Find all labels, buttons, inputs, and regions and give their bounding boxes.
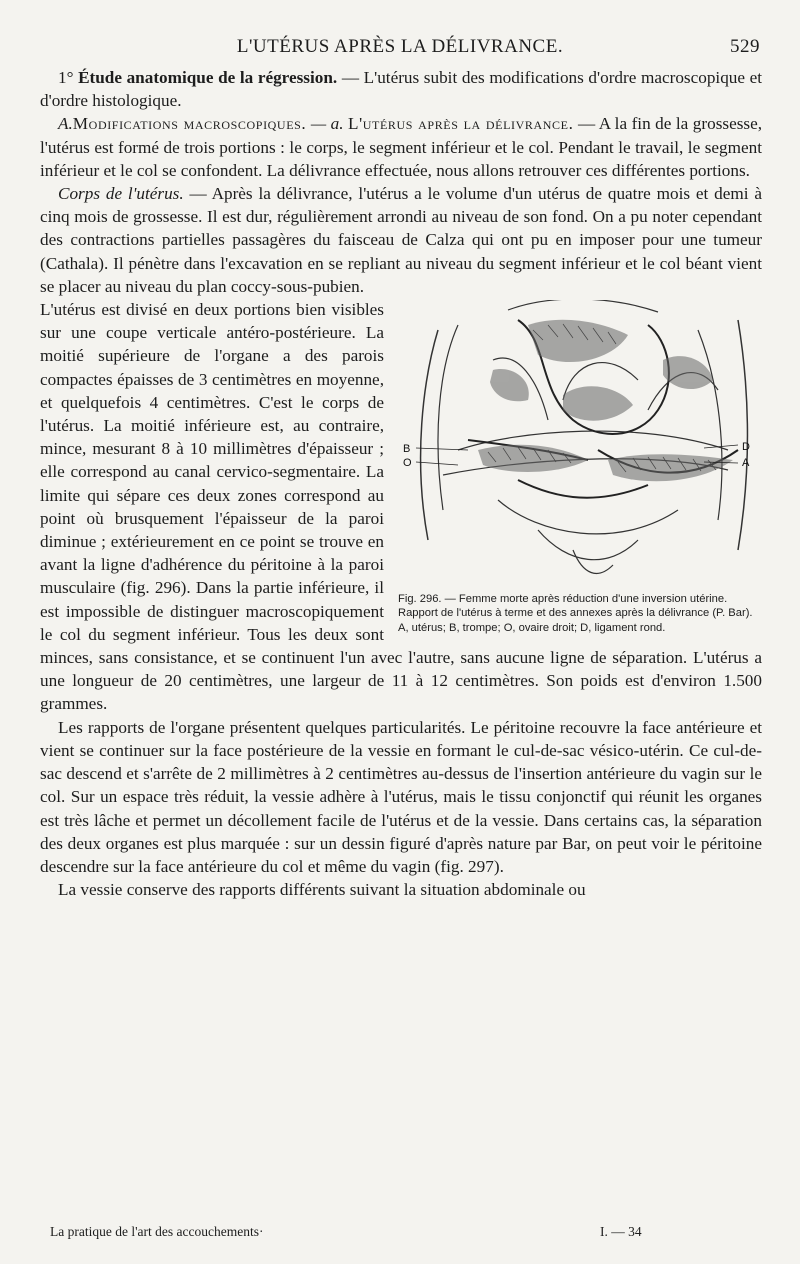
subsection-heading: Modifications macroscopiques.: [72, 114, 307, 134]
subsection-paragraph: [40, 112, 762, 182]
section-number: 1°: [58, 68, 74, 87]
subsubsection-heading: L'utérus après la délivrance.: [348, 114, 574, 134]
footer-signature: I. — 34: [600, 1224, 642, 1239]
corps-paragraph-2: L'utérus est divisé en deux portions bien visibles sur une coupe verticale antéro-postérieure. La moitié supérieure de l'organe a des parois compactes épaisses de 3 centimètres en moyenne, et quelquefois 4 centimètres. C'est le corps de l'utérus. La moitié inférieure est, au contraire, mince, mesurant 8 à 10 millimètres d'épaisseur ; elle correspond au canal cervico-segmentaire. La limite qui sépare ces deux zones correspond au point où brusquement l'épaisseur de la paroi diminue ; extérieurement en ce point se trouve en avant la ligne d'adhérence du péritoine à la paroi musculaire (fig. 296). Dans la partie inférieure, il est impossible de distinguer macroscopiquement le col du segment inférieur. Tous les deux sont minces, sans consistance, et se continuent l'un avec l'autre, sans aucune ligne de séparation. L'utérus a une longueur de 20 centimètres, une largeur de 11 à 12 centimètres. Son poids est d'environ 1.500 grammes.: [40, 300, 762, 714]
corps-text: — Après la délivrance, l'utérus a le volume d'un utérus de quatre mois et demi à cinq mois de grossesse. Il est dur, régulièrement arrondi au niveau de son fond. On a pu noter cependant des contractions partielles passagères du faisceau de Calza qui ont pu en imposer pour une tumeur (Cathala). Il pénètre dans l'excavation en se repliant au niveau du segment inférieur et le col béant vient se placer au niveau du plan coccy-sous-pubien.: [40, 184, 762, 296]
section-paragraph: [40, 66, 762, 112]
figure-label-a: A: [742, 457, 750, 470]
figure-caption: Fig. 296. — Femme morte après réduction d'une inversion utérine. Rapport de l'utérus à terme et des annexes après la délivrance (P. Bar).: [398, 593, 753, 620]
section-intro: — L'utérus subit des modifications d'ordre macroscopique et d'ordre histologique.: [40, 68, 763, 111]
page-number: 529: [730, 36, 760, 57]
figure-legend: A, utérus; B, trompe; O, ovaire droit; D, ligament rond.: [398, 621, 666, 634]
subsection-letter: A.: [58, 114, 73, 134]
subsection-text: — A la fin de la grossesse, l'utérus est formé de trois portions : le corps, le segment inférieur et le col. Pendant le travail, le segment inférieur et le col se confondent. La délivrance effectuée, nous allons retrouver ces différentes portions.: [40, 114, 763, 180]
running-title: L'UTÉRUS APRÈS LA DÉLIVRANCE.: [236, 36, 564, 57]
footer-book-title: La pratique de l'art des accouchements·: [50, 1224, 264, 1239]
figure-label-b: B: [403, 443, 411, 456]
uterus-section-illustration: [398, 300, 762, 590]
rapports-paragraph: Les rapports de l'organe présentent quelques particularités. Le péritoine recouvre la face antérieure et vient se continuer sur la face postérieure de la vessie en formant le cul-de-sac vésico-utérin. Ce cul-de-sac descend et s'arrête de 2 millimètres à 2 centimètres au-dessus de l'insertion antérieure du vagin sur le col. Sur un espace très réduit, la vessie adhère à l'utérus, mais le tissu conjonctif qui réunit les organes est très lâche et permet un décollement facile de l'utérus et de la vessie. Dans certains cas, la séparation des deux organes est plus marquée : sur un dessin figuré d'après nature par Bar, on peut voir le péritoine descendre sur la face antérieure du col et même du vagin (fig. 297).: [40, 717, 762, 876]
section-heading: Étude anatomique de la régression.: [78, 68, 338, 87]
vessie-paragraph: La vessie conserve des rapports différents suivant la situation abdominale ou: [58, 880, 586, 900]
figure-label-d: D: [742, 441, 750, 454]
corps-heading: Corps de l'utérus.: [58, 184, 184, 204]
subsubsection-letter: — a.: [310, 114, 344, 134]
figure-296: [398, 300, 762, 635]
figure-caption-block: [398, 592, 762, 635]
body-text: [40, 66, 762, 901]
figure-label-o: O: [403, 457, 412, 470]
corps-paragraph: [40, 182, 762, 298]
